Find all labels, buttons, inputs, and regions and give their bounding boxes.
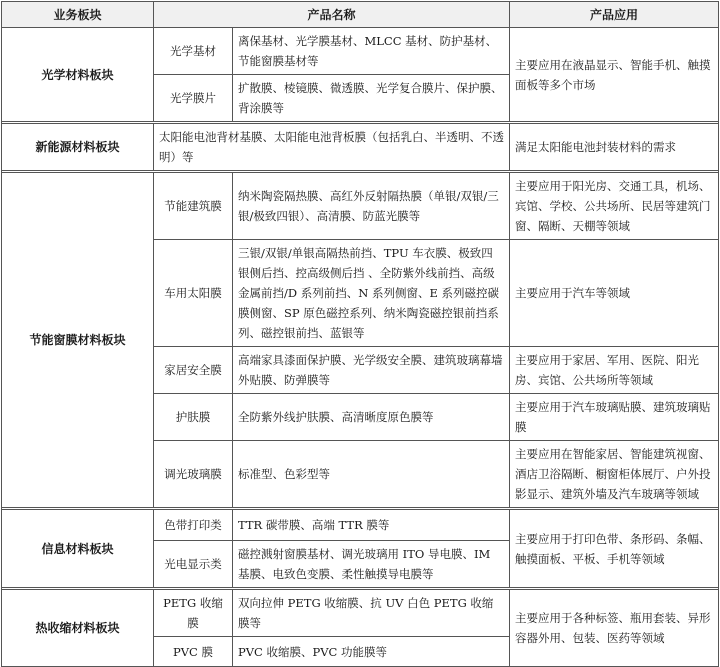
- application-cell: 主要应用在智能家居、智能建筑视窗、酒店卫浴隔断、橱窗柜体展厅、户外投影显示、建筑外墙及汽车玻璃等领域: [510, 441, 719, 508]
- product-name-cell: 扩散膜、棱镜膜、微透膜、光学复合膜片、保护膜、背涂膜等: [233, 75, 510, 122]
- application-cell: 主要应用于汽车玻璃贴膜、建筑玻璃贴膜: [510, 394, 719, 441]
- category-cell: 节能建筑膜: [154, 173, 233, 240]
- segment-optical: 光学材料板块: [2, 28, 154, 122]
- segment-info: 信息材料板块: [2, 510, 154, 588]
- product-name-cell: 全防紫外线护肤膜、高清晰度原色膜等: [233, 394, 510, 441]
- category-cell: PVC 膜: [154, 637, 233, 667]
- application-cell: 主要应用于家居、军用、医院、阳光房、宾馆、公共场所等领域: [510, 347, 719, 394]
- category-cell: 调光玻璃膜: [154, 441, 233, 508]
- category-cell: 色带打印类: [154, 510, 233, 541]
- product-name-cell: 太阳能电池背材基膜、太阳能电池背板膜（包括乳白、半透明、不透明）等: [154, 124, 510, 171]
- header-application: 产品应用: [510, 2, 719, 28]
- application-cell: 主要应用于各种标签、瓶用套装、异形容器外用、包装、医药等领域: [510, 590, 719, 667]
- table-row: [2, 124, 719, 171]
- product-name-cell: 离保基材、光学膜基材、MLCC 基材、防护基材、节能窗膜基材等: [233, 28, 510, 75]
- segment-shrink: 热收缩材料板块: [2, 590, 154, 667]
- product-name-cell: 双向拉伸 PETG 收缩膜、抗 UV 白色 PETG 收缩膜等: [233, 590, 510, 637]
- header-product: 产品名称: [154, 2, 510, 28]
- application-cell: 主要应用于汽车等领域: [510, 240, 719, 347]
- product-table: [1, 1, 719, 667]
- table-row: [2, 590, 719, 637]
- category-cell: 光学膜片: [154, 75, 233, 122]
- category-cell: 护肤膜: [154, 394, 233, 441]
- category-cell: 光学基材: [154, 28, 233, 75]
- header-row: [2, 2, 719, 28]
- product-name-cell: 纳米陶瓷隔热膜、高红外反射隔热膜（单银/双银/三银/极致四银）、高清膜、防蓝光膜等: [233, 173, 510, 240]
- table-row: [2, 173, 719, 240]
- category-cell: PETG 收缩膜: [154, 590, 233, 637]
- table-row: [2, 28, 719, 75]
- application-cell: 主要应用在液晶显示、智能手机、触摸面板等多个市场: [510, 28, 719, 122]
- product-name-cell: 三银/双银/单银高隔热前挡、TPU 车衣膜、极致四银侧后挡、控高级侧后挡 、全防紫外线前挡、高级金属前挡/D 系列前挡、N 系列侧窗、E 系列磁控碳膜侧窗、SP 原色磁控系列、纳米陶瓷磁控银前挡系列、磁控银前挡、蓝银等: [233, 240, 510, 347]
- category-cell: 车用太阳膜: [154, 240, 233, 347]
- application-cell: 主要应用于打印色带、条形码、条幅、触摸面板、平板、手机等领域: [510, 510, 719, 588]
- product-name-cell: PVC 收缩膜、PVC 功能膜等: [233, 637, 510, 667]
- application-cell: 主要应用于阳光房、交通工具，机场、宾馆、学校、公共场所、民居等建筑门窗、隔断、天棚等领域: [510, 173, 719, 240]
- segment-energy: 新能源材料板块: [2, 124, 154, 171]
- category-cell: 家居安全膜: [154, 347, 233, 394]
- header-segment: 业务板块: [2, 2, 154, 28]
- category-cell: 光电显示类: [154, 541, 233, 588]
- product-name-cell: TTR 碳带膜、高端 TTR 膜等: [233, 510, 510, 541]
- product-name-cell: 磁控溅射窗膜基材、调光玻璃用 ITO 导电膜、IM 基膜、电致色变膜、柔性触摸导电膜等: [233, 541, 510, 588]
- product-name-cell: 标准型、色彩型等: [233, 441, 510, 508]
- segment-window: 节能窗膜材料板块: [2, 173, 154, 508]
- product-name-cell: 高端家具漆面保护膜、光学级安全膜、建筑玻璃幕墙外贴膜、防弹膜等: [233, 347, 510, 394]
- table-row: [2, 510, 719, 541]
- application-cell: 满足太阳能电池封装材料的需求: [510, 124, 719, 171]
